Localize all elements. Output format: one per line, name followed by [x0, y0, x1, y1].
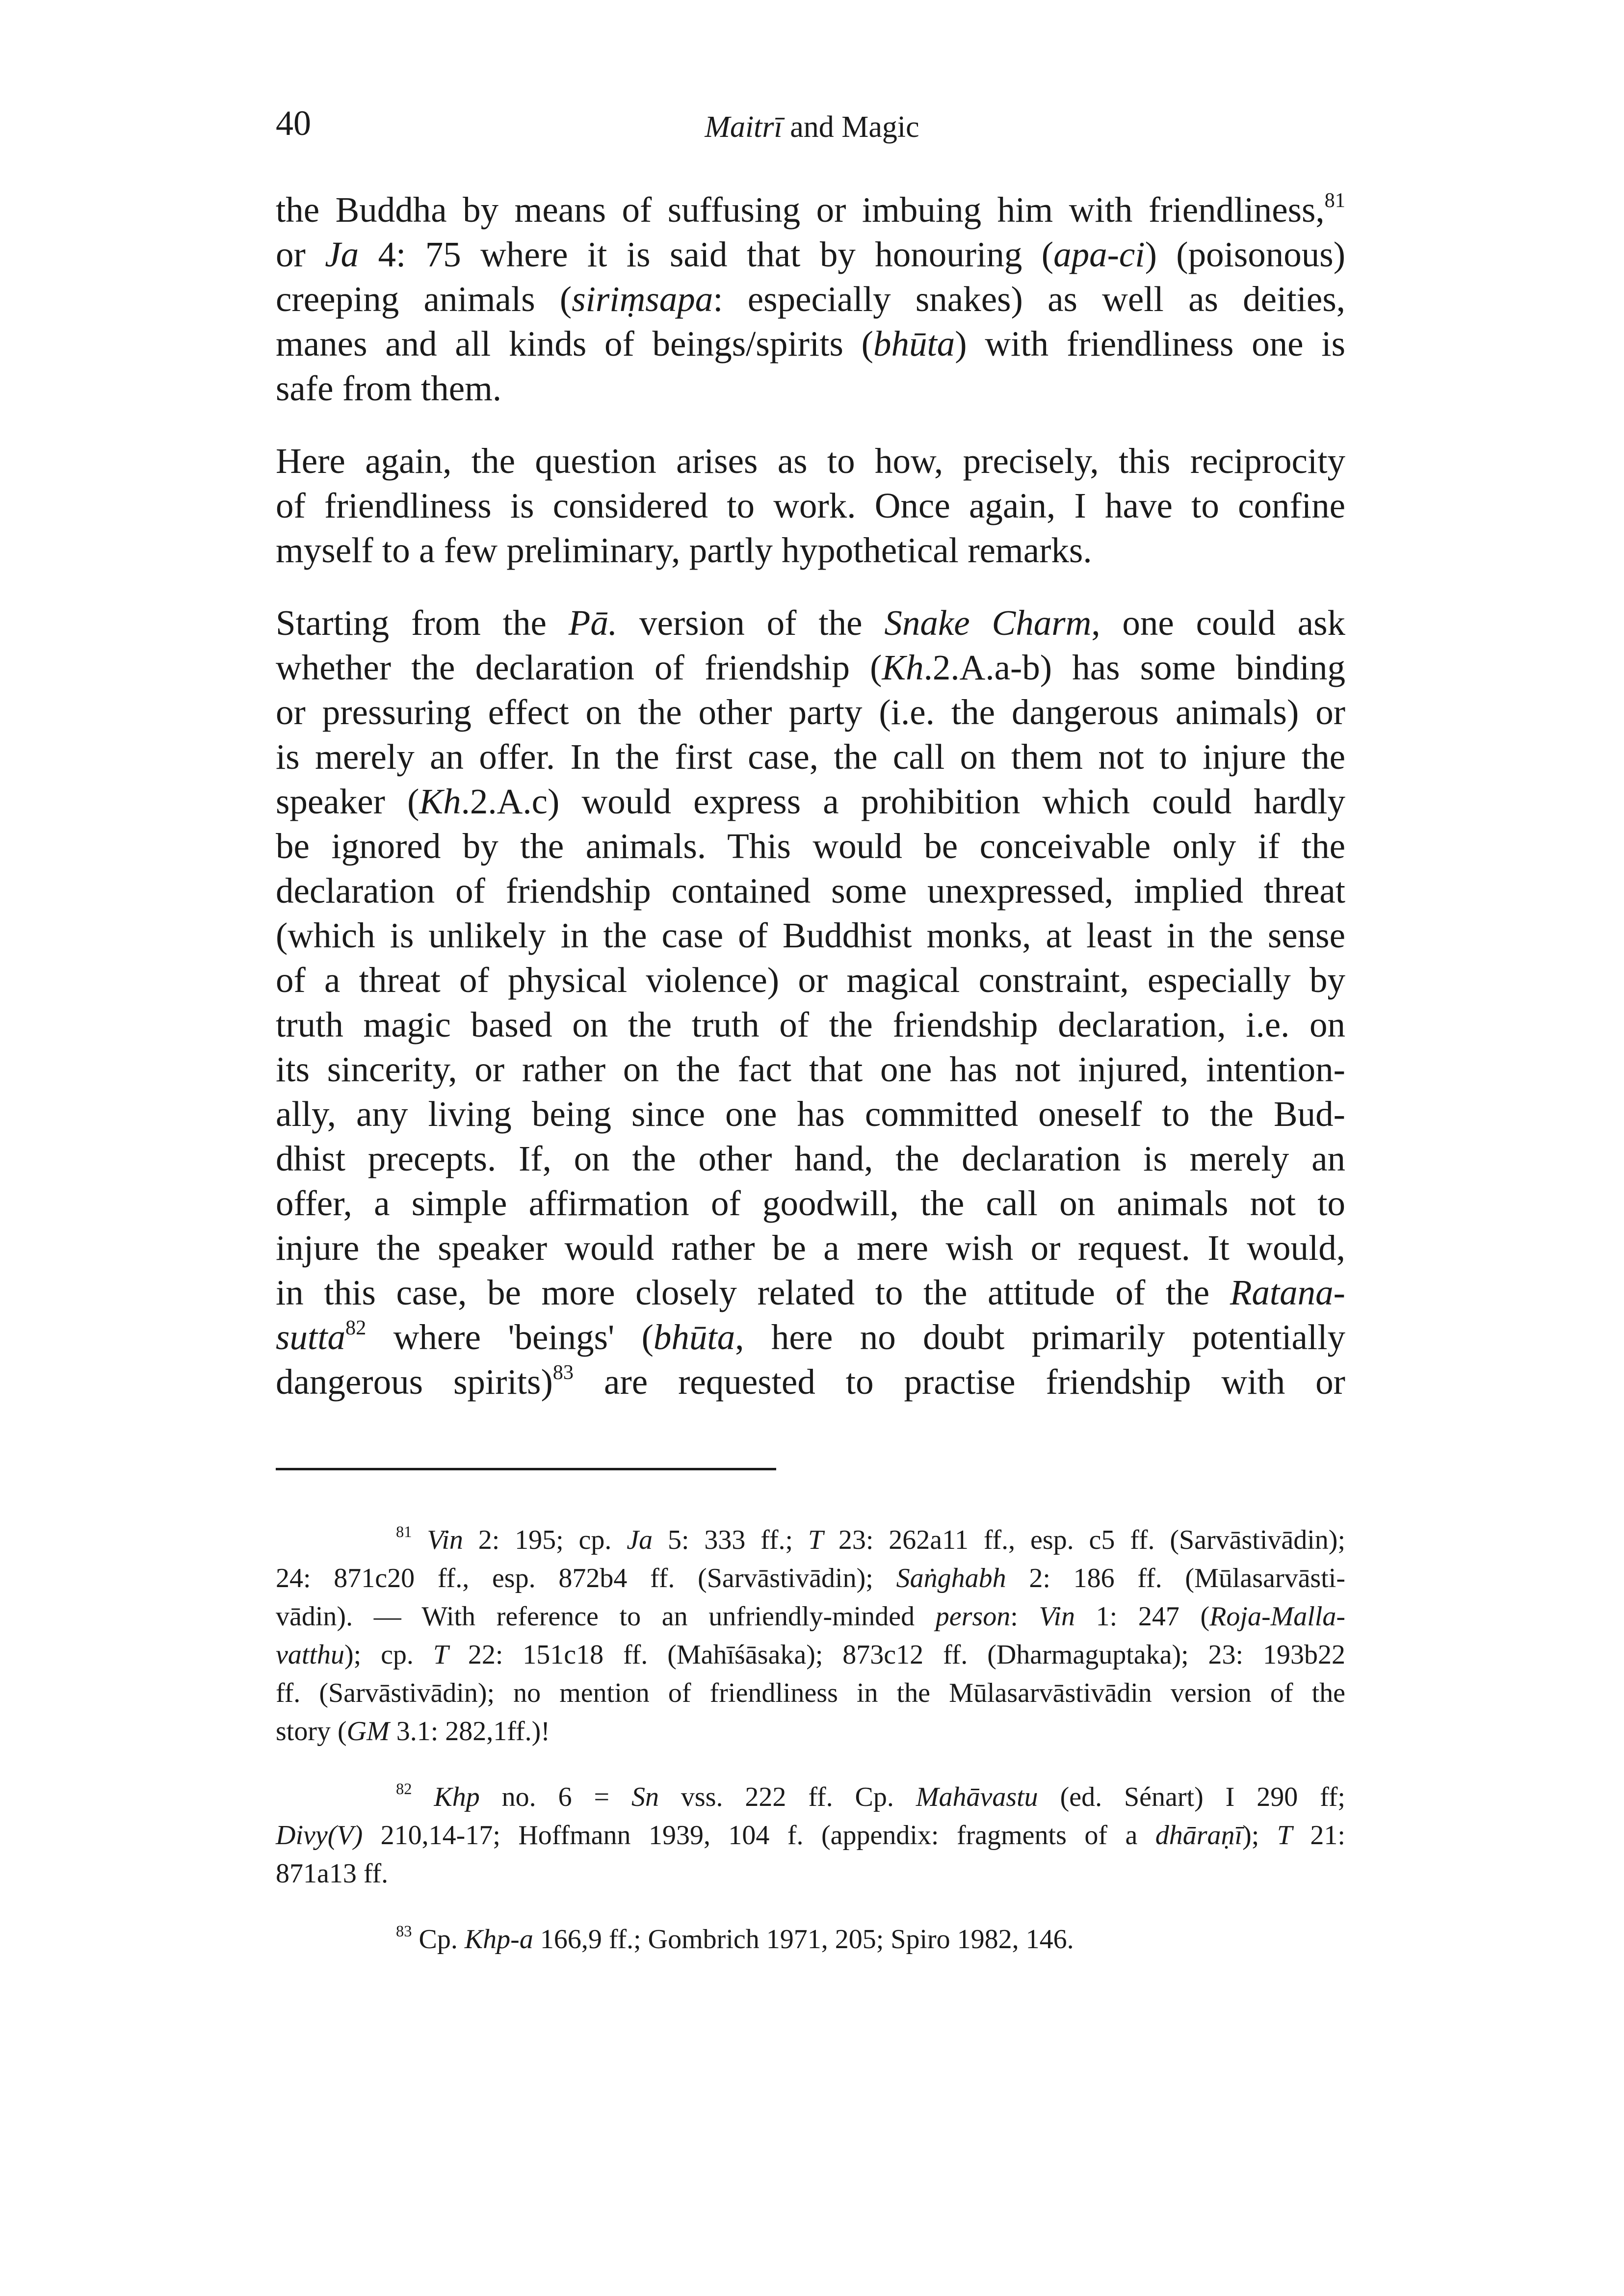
text-line — [276, 1315, 1345, 1359]
text-run: dangerous spirits) — [276, 1362, 553, 1402]
text-run: 210,14-17; Hoffmann 1939, 104 f. (appendix: fragments of a — [363, 1820, 1155, 1851]
text-line — [276, 779, 1345, 824]
italic-term: Khp — [434, 1782, 480, 1812]
italic-term: bhūta — [653, 1317, 735, 1357]
text-line — [276, 232, 1345, 277]
footnote-ref-83[interactable]: 83 — [552, 1360, 574, 1384]
text-run: 1: 247 ( — [1075, 1601, 1210, 1632]
text-run: creeping animals ( — [276, 279, 572, 319]
italic-term: apa-ci — [1053, 235, 1145, 274]
footnote-line — [276, 1559, 1345, 1597]
footnote-line: ff. (Sarvāstivādin); no mention of friendliness in the Mūlasarvāstivādin version of the — [276, 1678, 1345, 1708]
footnote-line — [276, 1920, 1345, 1958]
italic-term: T — [433, 1640, 448, 1670]
text-run: story ( — [276, 1716, 347, 1747]
italic-term: GM — [346, 1716, 390, 1747]
footnote-number: 81 — [396, 1523, 412, 1541]
footnote-82 — [276, 1778, 1345, 1893]
text-line — [276, 645, 1345, 690]
italic-term: person — [935, 1601, 1011, 1632]
text-run: whether the declaration of friendship ( — [276, 648, 882, 687]
text-run: 21: — [1292, 1820, 1345, 1851]
italic-term: vatthu — [276, 1640, 344, 1670]
footnote-number: 83 — [396, 1923, 412, 1941]
text-run: 166,9 ff.; Gombrich 1971, 205; Spiro 1982, 146. — [533, 1924, 1074, 1955]
italic-term: Pā. — [568, 603, 618, 643]
text-line: is merely an offer. In the first case, the call on them not to injure the — [276, 737, 1345, 777]
italic-term: Vin — [427, 1525, 463, 1555]
italic-term: Ja — [627, 1525, 653, 1555]
text-run: vss. 222 ff. Cp. — [659, 1782, 916, 1812]
text-run: Starting from the — [276, 603, 569, 643]
text-run: vādin). — With reference to an unfriendly-minded — [276, 1601, 936, 1632]
footnote-number: 82 — [396, 1780, 412, 1799]
italic-term: Khp-a — [464, 1924, 533, 1955]
footnote-81 — [276, 1521, 1345, 1750]
text-run: 3.1: 282,1ff.)! — [389, 1716, 550, 1747]
text-line — [276, 277, 1345, 321]
footnote-line — [276, 1712, 1345, 1750]
italic-term: Vin — [1039, 1601, 1075, 1632]
text-line — [276, 321, 1345, 366]
italic-term: Ja — [325, 235, 359, 274]
text-line — [276, 187, 1345, 232]
text-run: : — [1010, 1601, 1039, 1632]
text-line: of friendliness is considered to work. Once again, I have to confine — [276, 486, 1345, 525]
text-line: myself to a few preliminary, partly hypothetical remarks. — [276, 530, 1092, 570]
running-head-title-rest: and Magic — [782, 110, 919, 144]
text-line: safe from them. — [276, 368, 502, 408]
text-line: Here again, the question arises as to how, precisely, this reciprocity — [276, 441, 1345, 481]
footnote-line — [276, 1816, 1345, 1854]
text-line: ally, any living being since one has committed oneself to the Bud- — [276, 1094, 1345, 1134]
text-line — [276, 1359, 1345, 1404]
italic-term: Kh — [419, 782, 461, 821]
text-run: (ed. Sénart) I 290 ff; — [1038, 1782, 1345, 1812]
text-line: injure the speaker would rather be a mere wish or request. It would, — [276, 1228, 1345, 1268]
italic-term: Ratana- — [1230, 1273, 1345, 1312]
text-run: ); — [1242, 1820, 1277, 1851]
text-line: its sincerity, or rather on the fact that one has not injured, intention- — [276, 1049, 1345, 1089]
italic-term: Saṅghabh — [896, 1563, 1006, 1593]
italic-term: dhāraṇī — [1155, 1820, 1243, 1851]
text-run: ) with friendliness one is — [955, 324, 1345, 364]
text-run: or — [276, 235, 325, 274]
text-run: 22: 151c18 ff. (Mahīśāsaka); 873c12 ff. (Dharmaguptaka); 23: 193b22 — [448, 1640, 1345, 1670]
footnote-line — [276, 1778, 1345, 1816]
text-run: where 'beings' ( — [366, 1317, 654, 1357]
italic-term: sutta — [276, 1317, 345, 1357]
italic-term: siriṃsapa — [572, 279, 713, 319]
text-run: the Buddha by means of suffusing or imbuing him with friendliness, — [276, 190, 1325, 230]
italic-term: Mahāvastu — [916, 1782, 1038, 1812]
text-line — [276, 600, 1345, 645]
footnote-ref-81[interactable]: 81 — [1324, 188, 1345, 212]
text-run: 23: 262a11 ff., esp. c5 ff. (Sarvāstivādin); — [823, 1525, 1345, 1555]
text-run: , one could ask — [1091, 603, 1345, 643]
text-line: (which is unlikely in the case of Buddhist monks, at least in the sense — [276, 915, 1345, 955]
text-line: of a threat of physical violence) or magical constraint, especially by — [276, 960, 1345, 1000]
italic-term: Snake Charm — [884, 603, 1092, 643]
text-run: , here no doubt primarily potentially — [735, 1317, 1345, 1357]
text-line: or pressuring effect on the other party (i.e. the dangerous animals) or — [276, 692, 1345, 732]
footnote-line — [276, 1597, 1345, 1636]
footnote-line — [276, 1636, 1345, 1674]
text-run: .2.A.c) would express a prohibition which could hardly — [461, 782, 1345, 821]
text-run: manes and all kinds of beings/spirits ( — [276, 324, 873, 364]
footnote-83 — [276, 1920, 1345, 1958]
running-head — [0, 112, 1624, 142]
text-run: 24: 871c20 ff., esp. 872b4 ff. (Sarvāstivādin); — [276, 1563, 896, 1593]
text-run: ) (poisonous) — [1145, 235, 1346, 274]
text-run: 5: 333 ff.; — [653, 1525, 808, 1555]
text-line: truth magic based on the truth of the friendship declaration, i.e. on — [276, 1005, 1345, 1044]
paragraph-1 — [276, 187, 1345, 411]
running-head-title-italic: Maitrī — [705, 110, 783, 144]
text-line: be ignored by the animals. This would be conceivable only if the — [276, 826, 1345, 866]
text-run: no. 6 = — [479, 1782, 632, 1812]
footnote-ref-82[interactable]: 82 — [345, 1316, 367, 1339]
text-line: declaration of friendship contained some unexpressed, implied threat — [276, 871, 1345, 911]
footnote-line: 871a13 ff. — [276, 1858, 389, 1889]
italic-term: bhūta — [873, 324, 955, 364]
paragraph-3 — [276, 600, 1345, 1404]
italic-term: Divy(V) — [276, 1820, 363, 1851]
italic-term: Sn — [631, 1782, 659, 1812]
text-line — [276, 1270, 1345, 1315]
body-text — [276, 187, 1345, 1404]
paragraph-2 — [276, 439, 1345, 573]
text-run: 4: 75 where it is said that by honouring ( — [359, 235, 1054, 274]
text-run: .2.A.a-b) has some binding — [923, 648, 1346, 687]
text-run: Cp. — [419, 1924, 465, 1955]
text-line: offer, a simple affirmation of goodwill, the call on animals not to — [276, 1183, 1345, 1223]
footnote-line — [276, 1521, 1345, 1559]
text-run: ); cp. — [344, 1640, 433, 1670]
text-run: in this case, be more closely related to the attitude of the — [276, 1273, 1230, 1312]
text-run: are requested to practise friendship with or — [574, 1362, 1345, 1402]
text-run: : especially snakes) as well as deities, — [713, 279, 1345, 319]
text-run: 2: 195; cp. — [463, 1525, 627, 1555]
text-run: speaker ( — [276, 782, 419, 821]
page-number: 40 — [276, 104, 311, 143]
italic-term: Roja-Malla- — [1209, 1601, 1345, 1632]
italic-term: Kh — [882, 648, 924, 687]
italic-term: T — [808, 1525, 824, 1555]
footnotes — [276, 1521, 1345, 1958]
italic-term: T — [1277, 1820, 1292, 1851]
text-run: version of the — [617, 603, 885, 643]
text-line: dhist precepts. If, on the other hand, the declaration is merely an — [276, 1139, 1345, 1178]
footnote-separator — [276, 1468, 776, 1470]
text-run: 2: 186 ff. (Mūlasarvāsti- — [1006, 1563, 1345, 1593]
